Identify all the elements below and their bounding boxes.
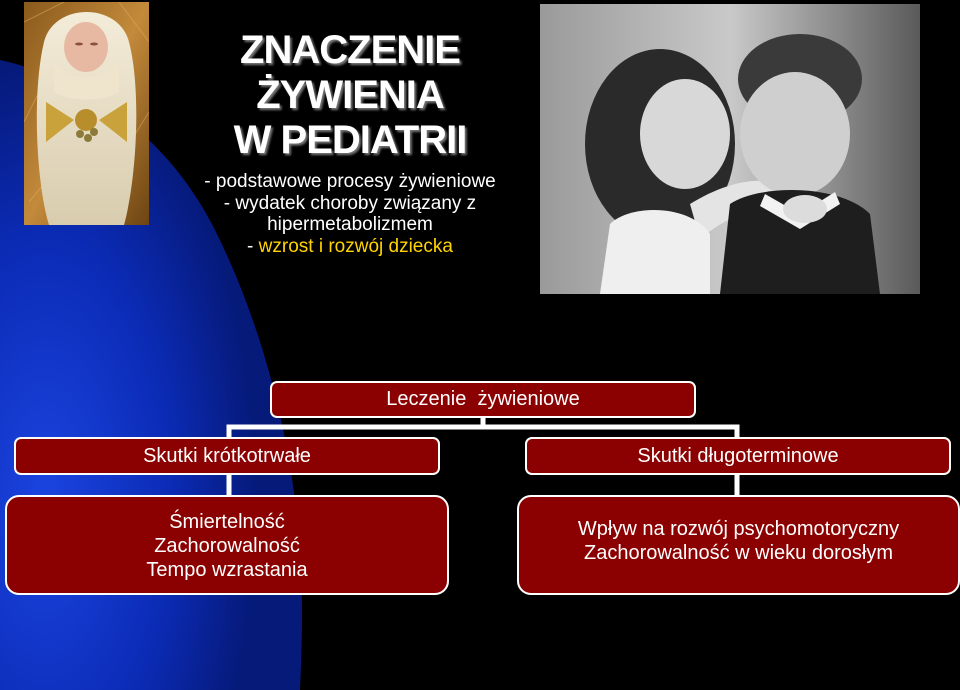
long-term-detail-item: Wpływ na rozwój psychomotoryczny — [577, 518, 900, 540]
long-term-details-box — [517, 495, 960, 595]
bullet-3-prefix: - — [247, 235, 259, 257]
short-term-effects-box — [14, 437, 440, 475]
short-term-detail-item: Zachorowalność — [154, 535, 300, 557]
short-term-detail-item: Śmiertelność — [169, 511, 285, 533]
bullet-3-highlight: wzrost i rozwój dziecka — [258, 235, 453, 257]
long-term-detail-item: Zachorowalność w wieku dorosłym — [583, 542, 893, 564]
baby-photo — [24, 2, 149, 225]
bullet-list — [155, 171, 545, 257]
short-term-details-box — [5, 495, 449, 595]
bullet-2: - wydatek choroby związany z — [223, 192, 477, 214]
chart-root-label: Leczenie żywieniowe — [386, 388, 580, 410]
title-line-2: ŻYWIENIA — [256, 73, 444, 117]
short-term-detail-item: Tempo wzrastania — [146, 559, 308, 581]
bullet-3 — [155, 236, 545, 258]
long-term-effects-label: Skutki długoterminowe — [637, 445, 839, 467]
short-term-effects-label: Skutki krótkotrwałe — [143, 445, 311, 467]
title-line-3: W PEDIATRII — [233, 118, 467, 162]
bullet-2-continued: hipermetabolizmem — [267, 214, 433, 235]
long-term-effects-box — [525, 437, 951, 475]
slide-title — [155, 28, 545, 163]
chart-root-box — [270, 381, 696, 418]
title-line-1: ZNACZENIE — [240, 28, 460, 72]
bullet-1: - podstawowe procesy żywieniowe — [204, 171, 496, 192]
children-photo — [540, 4, 920, 294]
